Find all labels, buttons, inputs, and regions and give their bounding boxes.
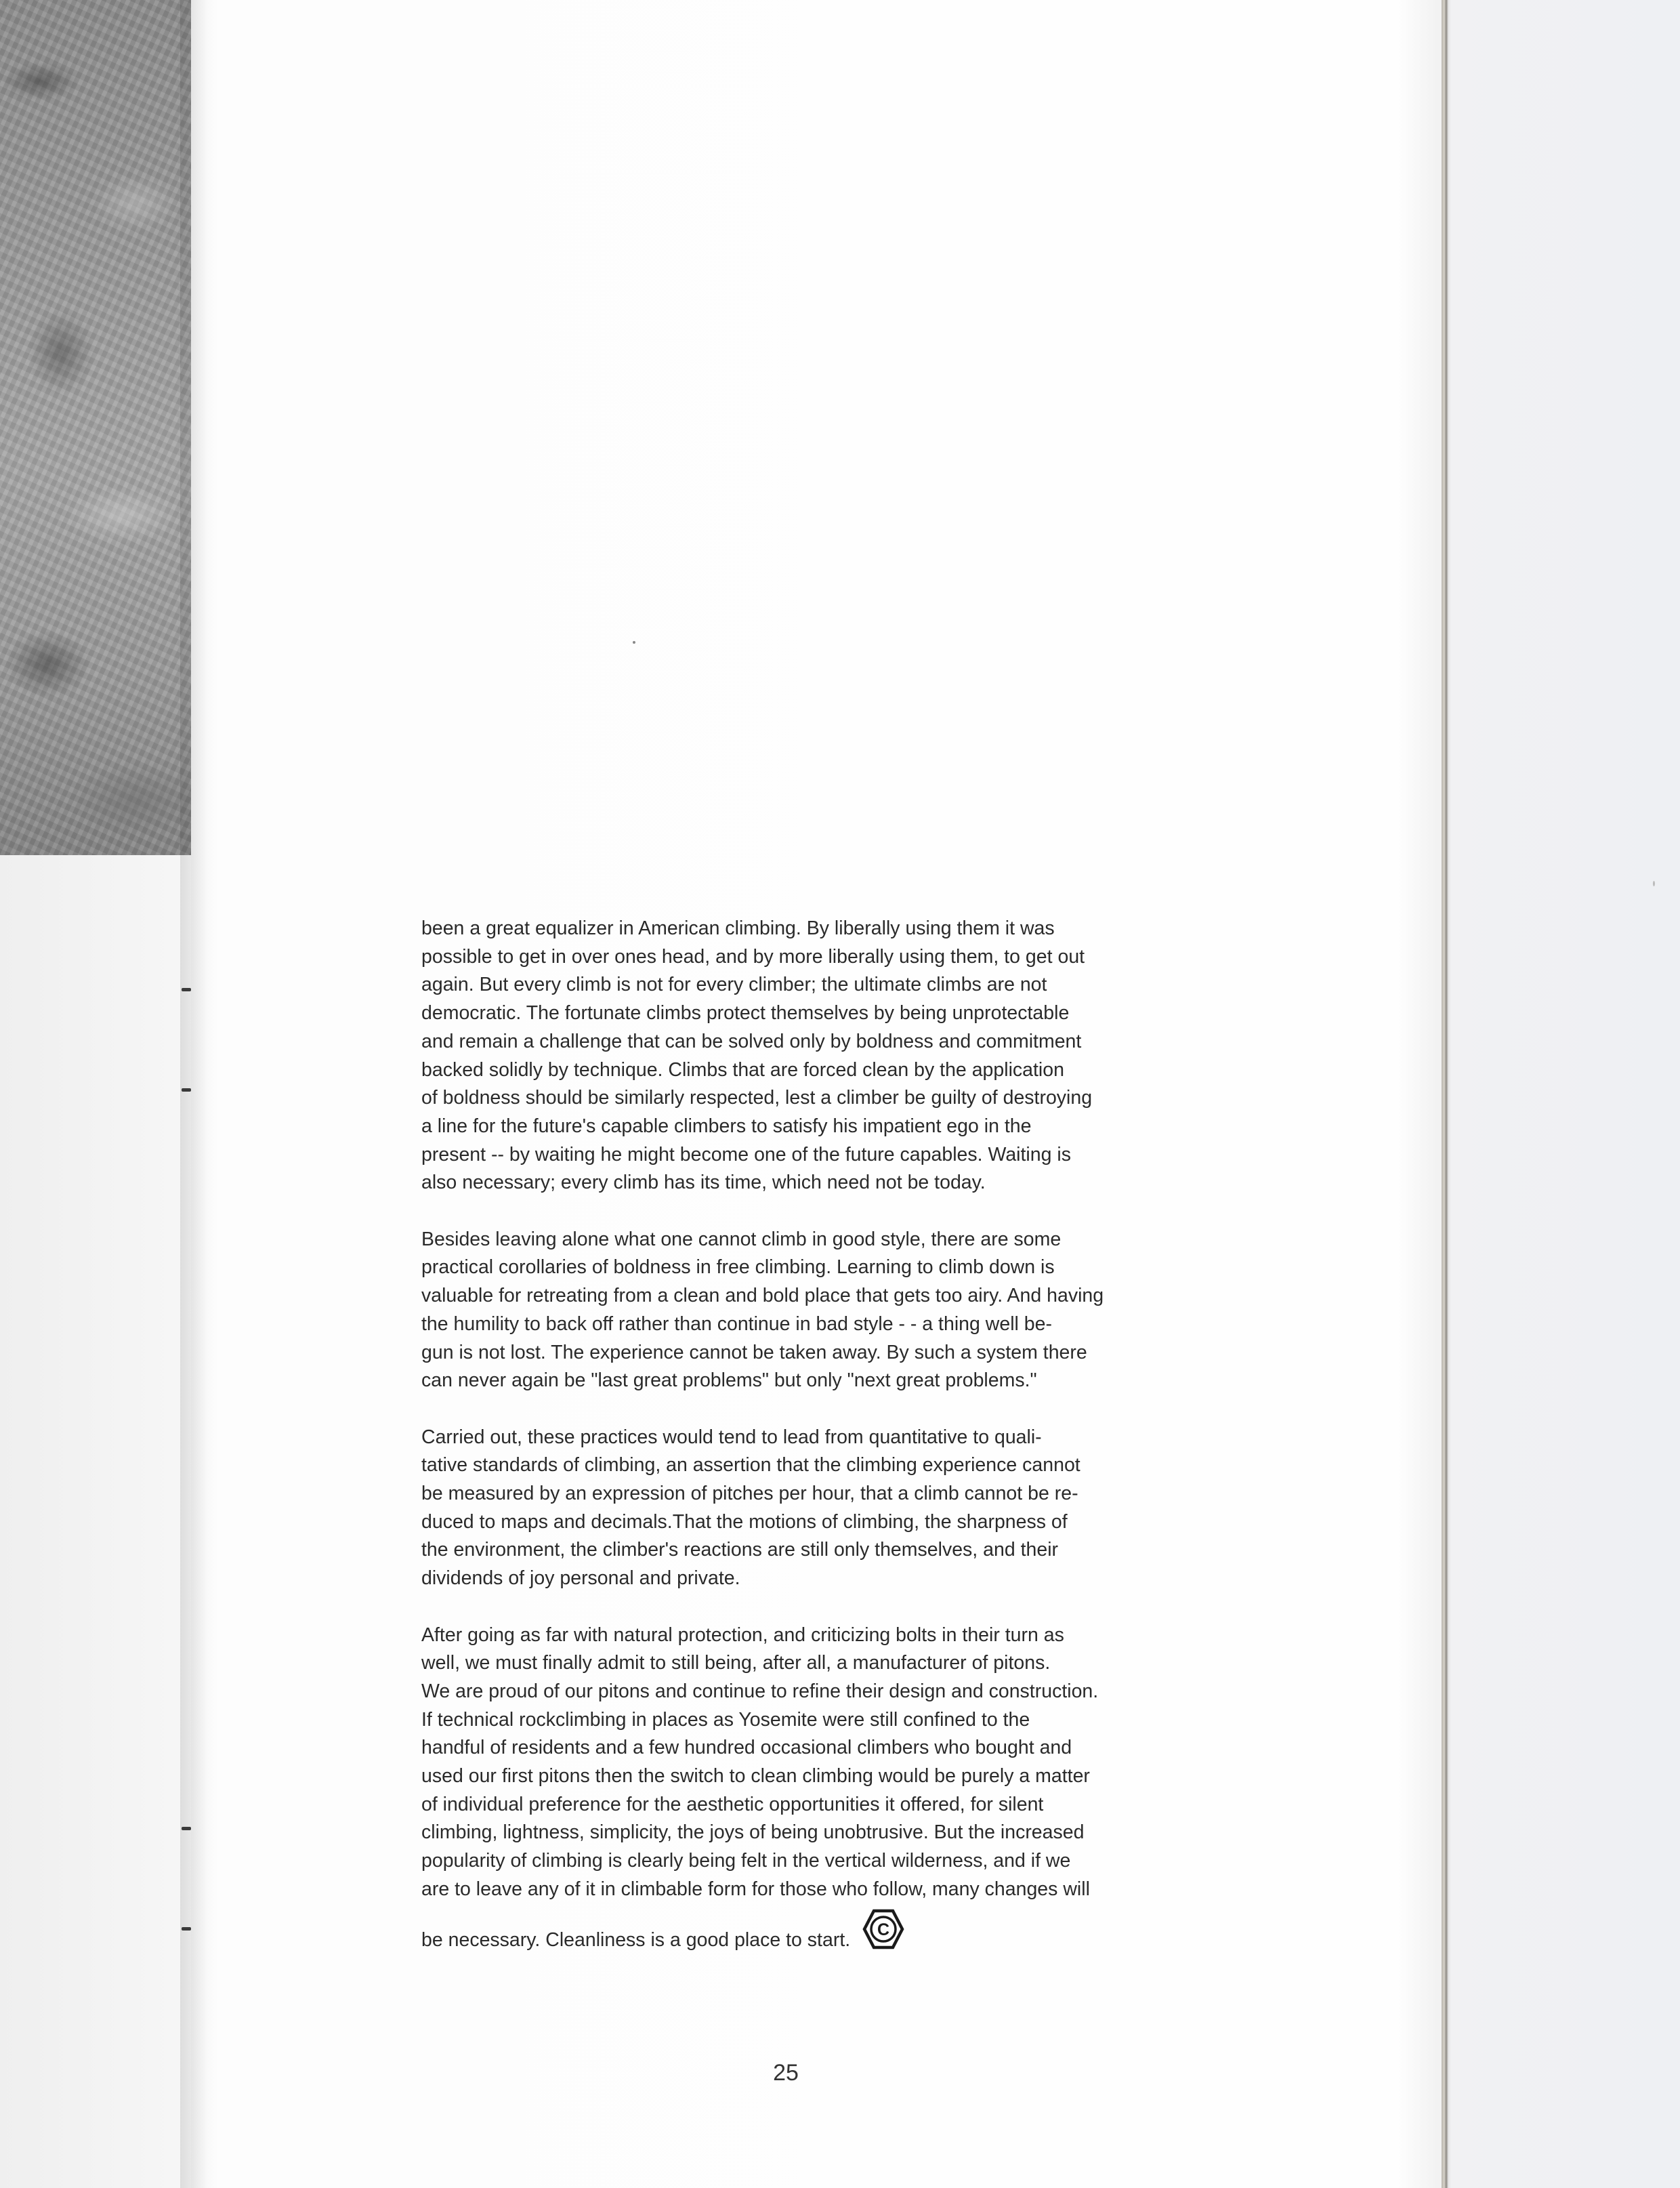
text-line-content: the humility to back off rather than continue in bad style - - a thing well be- [421, 1313, 1052, 1335]
text-line [421, 1847, 1248, 1876]
gutter-shadow [180, 0, 207, 2188]
text-line [421, 1762, 1248, 1791]
text-line [421, 1706, 1248, 1735]
text-line [421, 1141, 1248, 1170]
facing-page-photo [0, 0, 191, 855]
text-line [421, 1734, 1248, 1762]
text-line-content: democratic. The fortunate climbs protect themselves by being unprotectable [421, 1002, 1070, 1025]
text-line-content: are to leave any of it in climbable form for those who follow, many changes will [421, 1878, 1090, 1900]
page-number: 25 [773, 2060, 799, 2086]
text-line-content: gun is not lost. The experience cannot be taken away. By such a system there [421, 1341, 1087, 1363]
text-line-content: also necessary; every climb has its time, which need not be today. [421, 1172, 986, 1194]
text-line [421, 1480, 1248, 1508]
text-line [421, 1367, 1248, 1395]
binding-stitch-mark [182, 1088, 191, 1092]
hexagon-c-logo-icon [862, 1908, 904, 1950]
text-line [421, 1876, 1248, 1904]
text-line-content: Carried out, these practices would tend to lead from quantitative to quali- [421, 1426, 1042, 1448]
text-line-content: climbing, lightness, simplicity, the joys of being unobtrusive. But the increased [421, 1821, 1085, 1844]
text-line-content: be measured by an expression of pitches per hour, that a climb cannot be re- [421, 1483, 1078, 1505]
paragraph [421, 1424, 1248, 1593]
text-line [421, 943, 1248, 972]
text-line [421, 1565, 1248, 1593]
text-line [421, 1169, 1248, 1197]
binding-stitch-mark [182, 1927, 191, 1931]
text-line-content: a line for the future's capable climbers to satisfy his impatient ego in the [421, 1115, 1032, 1137]
text-line [421, 1424, 1248, 1452]
text-line-content: present -- by waiting he might become one of the future capables. Waiting is [421, 1143, 1071, 1165]
text-line-content: possible to get in over ones head, and by more liberally using them, to get out [421, 945, 1085, 968]
text-line [421, 999, 1248, 1028]
text-line [421, 1254, 1248, 1282]
article-body [421, 915, 1248, 1983]
text-line-content: After going as far with natural protection, and criticizing bolts in their turn as [421, 1624, 1064, 1646]
page-edge [1442, 0, 1451, 2188]
logo-letter: C [877, 1920, 890, 1939]
binding-stitch-mark [182, 988, 191, 991]
text-line-content: tative standards of climbing, an assertion that the climbing experience cannot [421, 1454, 1080, 1477]
text-line [421, 1226, 1248, 1254]
text-line [421, 1113, 1248, 1141]
paragraph [421, 1226, 1248, 1395]
text-line [421, 1282, 1248, 1310]
text-line-content: well, we must finally admit to still being, after all, a manufacturer of pitons. [421, 1652, 1051, 1674]
text-line-content: handful of residents and a few hundred occasional climbers who bought and [421, 1737, 1072, 1759]
text-line-content: practical corollaries of boldness in free climbing. Learning to climb down is [421, 1256, 1055, 1279]
text-line [421, 1339, 1248, 1367]
text-line [421, 1310, 1248, 1339]
text-line-content: duced to maps and decimals.That the motions of climbing, the sharpness of [421, 1510, 1068, 1533]
text-line [421, 1508, 1248, 1537]
text-line-content: been a great equalizer in American climbing. By liberally using them it was [421, 917, 1055, 939]
text-line-content: We are proud of our pitons and continue to refine their design and construction. [421, 1680, 1099, 1702]
paragraph [421, 915, 1248, 1197]
text-line-content: be necessary. Cleanliness is a good place to start. [421, 1928, 851, 1951]
text-line-content: of individual preference for the aesthetic opportunities it offered, for silent [421, 1793, 1044, 1815]
text-line [421, 1536, 1248, 1565]
text-line-content: can never again be "last great problems" but only "next great problems." [421, 1369, 1037, 1392]
binding-stitch-mark [182, 1827, 191, 1830]
text-line-content: again. But every climb is not for every climber; the ultimate climbs are not [421, 974, 1047, 996]
text-line-content: of boldness should be similarly respected, lest a climber be guilty of destroying [421, 1087, 1093, 1109]
text-line-content: popularity of climbing is clearly being felt in the vertical wilderness, and if we [421, 1850, 1071, 1872]
text-line [421, 1084, 1248, 1113]
text-line-content: Besides leaving alone what one cannot climb in good style, there are some [421, 1228, 1062, 1250]
text-line [421, 1819, 1248, 1847]
text-line-content: valuable for retreating from a clean and bold place that gets too airy. And having [421, 1285, 1104, 1307]
text-line [421, 971, 1248, 999]
text-line [421, 1649, 1248, 1678]
text-line-content: If technical rockclimbing in places as Yosemite were still confined to the [421, 1708, 1030, 1731]
text-line-content: and remain a challenge that can be solved only by boldness and commitment [421, 1030, 1082, 1052]
text-line [421, 1678, 1248, 1706]
scan-speck [1653, 881, 1655, 886]
text-line [421, 1791, 1248, 1819]
text-line-content: backed solidly by technique. Climbs that are forced clean by the application [421, 1058, 1064, 1081]
text-line [421, 1622, 1248, 1650]
text-line-content: the environment, the climber's reactions are still only themselves, and their [421, 1539, 1059, 1561]
text-line [421, 1451, 1248, 1480]
text-line-content: dividends of joy personal and private. [421, 1567, 740, 1590]
scan-speck [633, 641, 635, 644]
text-line [421, 1904, 1248, 1955]
paragraph [421, 1622, 1248, 1955]
text-line [421, 1028, 1248, 1056]
text-line [421, 1056, 1248, 1085]
text-line [421, 915, 1248, 943]
text-line-content: used our first pitons then the switch to clean climbing would be purely a matter [421, 1765, 1090, 1788]
